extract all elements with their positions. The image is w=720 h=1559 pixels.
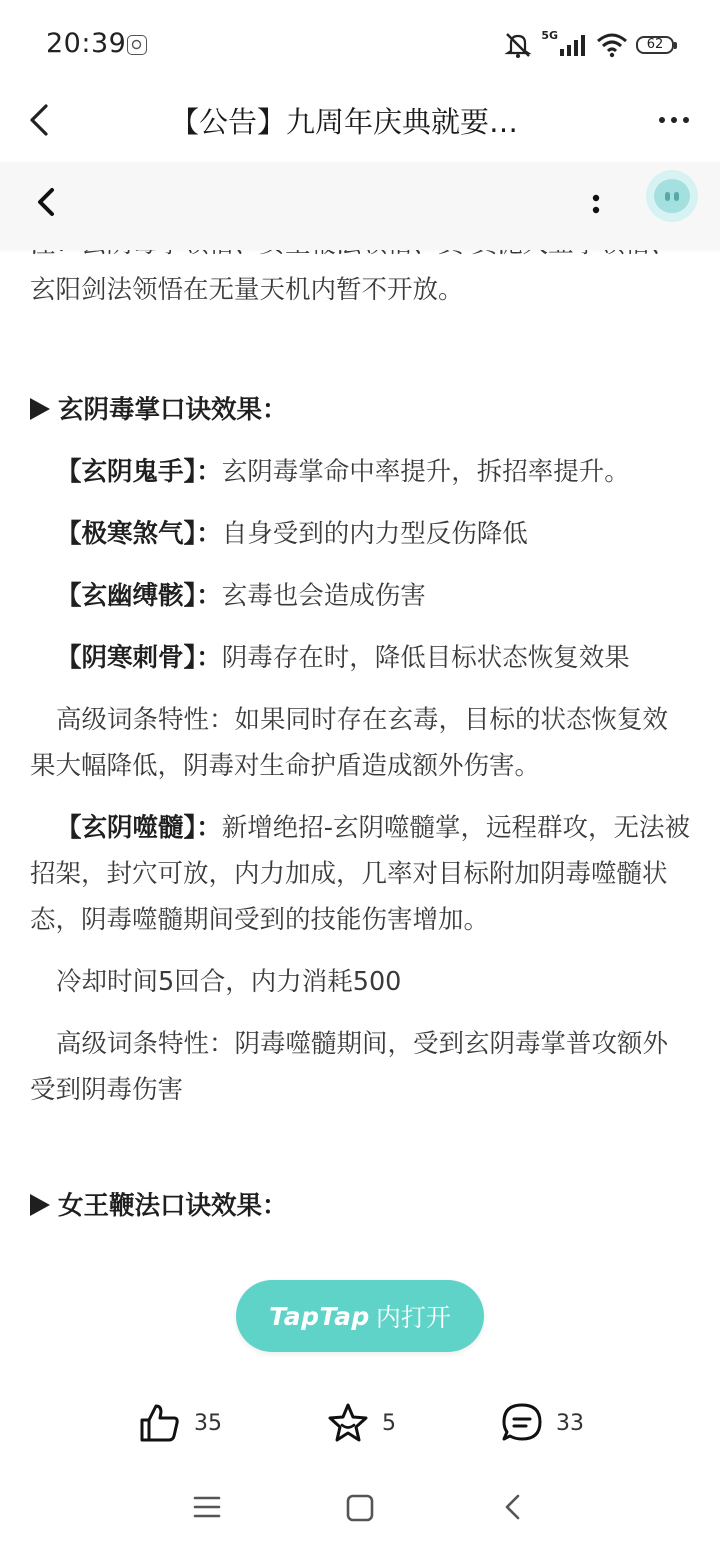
effect-text: 玄毒也会造成伤害 [221,581,426,611]
open-in-taptap-button[interactable] [236,1280,484,1352]
inner-header [0,162,720,250]
thumbs-up-icon [138,1401,182,1445]
bottom-action-bar [0,1390,720,1460]
section-heading-text: 玄阴毒掌口诀效果： [58,395,288,425]
mute-bell-icon [503,31,533,59]
effect-text: 阴毒存在时，降低目标状态恢复效果 [221,643,630,673]
user-avatar[interactable] [646,170,698,222]
chevron-left-icon [28,180,68,224]
status-time: 20:39 [46,28,127,59]
effect-label: 【玄阴噬髓】： [56,813,222,843]
page-title: 【公告】九周年庆典就要… [170,105,519,139]
more-horizontal-icon [656,102,696,138]
status-bar [0,0,720,90]
menu-lines-icon [192,1492,222,1522]
star-icon [326,1401,370,1445]
avatar-eye [665,192,670,201]
effect-entry [30,511,690,557]
effect-entry [30,805,690,943]
more-options-button[interactable] [656,102,696,138]
status-indicators [503,30,674,60]
advanced-trait-text: 高级词条特性：阴毒噬髓期间，受到玄阴毒掌普攻额外受到阴毒伤害 [30,1029,669,1105]
section-heading-text: 女王鞭法口诀效果： [58,1191,288,1221]
inner-back-button[interactable] [28,180,68,224]
effect-text: 玄阴毒掌命中率提升，拆招率提升。 [221,457,630,487]
battery-indicator: 62 [636,36,674,54]
favorite-count: 5 [382,1410,396,1436]
cooldown-text: 冷却时间5回合，内力消耗500 [56,967,402,997]
like-button[interactable] [138,1398,222,1448]
section-heading [30,387,690,433]
triangle-bullet-icon [30,1194,50,1216]
effect-label: 【极寒煞气】： [56,519,222,549]
effect-label: 【玄幽缚骸】： [56,581,222,611]
effect-text: 新增绝招-玄阴噬髓掌，远程群攻，无法被招架，封穴可放，内力加成，几率对目标附加阴毒噬髓状态，阴毒噬髓期间受到的技能伤害增加。 [30,813,690,935]
comment-button[interactable] [500,1398,584,1448]
triangle-bullet-icon [30,398,50,420]
effect-entry [30,573,690,619]
chevron-left-icon [498,1492,528,1522]
system-nav-bar [0,1462,720,1559]
effect-entry [30,449,690,495]
avatar-eye [674,192,679,201]
inner-more-button[interactable] [578,182,614,226]
article-content [0,250,720,1380]
chevron-left-icon [20,98,64,142]
wifi-icon [596,32,628,58]
like-count: 35 [194,1410,222,1436]
effect-label: 【阴寒刺骨】： [56,643,222,673]
notification-app-icon [127,35,147,55]
effect-label: 【玄阴鬼手】： [56,457,222,487]
taptap-brand-text: TapTap [269,1301,370,1331]
section-heading [30,1183,690,1229]
recent-apps-button[interactable] [192,1492,222,1526]
effect-entry [30,635,690,681]
top-nav [0,90,720,160]
system-back-button[interactable] [498,1492,528,1526]
favorite-button[interactable] [326,1398,396,1448]
more-vertical-icon [578,182,614,226]
back-button[interactable] [20,98,64,142]
taptap-button-label: 内打开 [375,1303,451,1332]
home-button[interactable] [344,1492,376,1528]
cell-signal-icon [558,33,588,57]
network-type-label: 5G [541,28,558,42]
comment-bubble-icon [500,1401,544,1445]
home-square-icon [344,1492,376,1524]
advanced-trait-text: 高级词条特性：如果同时存在玄毒，目标的状态恢复效果大幅降低，阴毒对生命护盾造成额外伤害。 [30,705,669,781]
avatar-face-icon [654,179,690,213]
article-note: 玄阳剑法领悟在无量天机内暂不开放。 [30,275,464,305]
comment-count: 33 [556,1410,584,1436]
effect-text: 自身受到的内力型反伤降低 [221,519,528,549]
